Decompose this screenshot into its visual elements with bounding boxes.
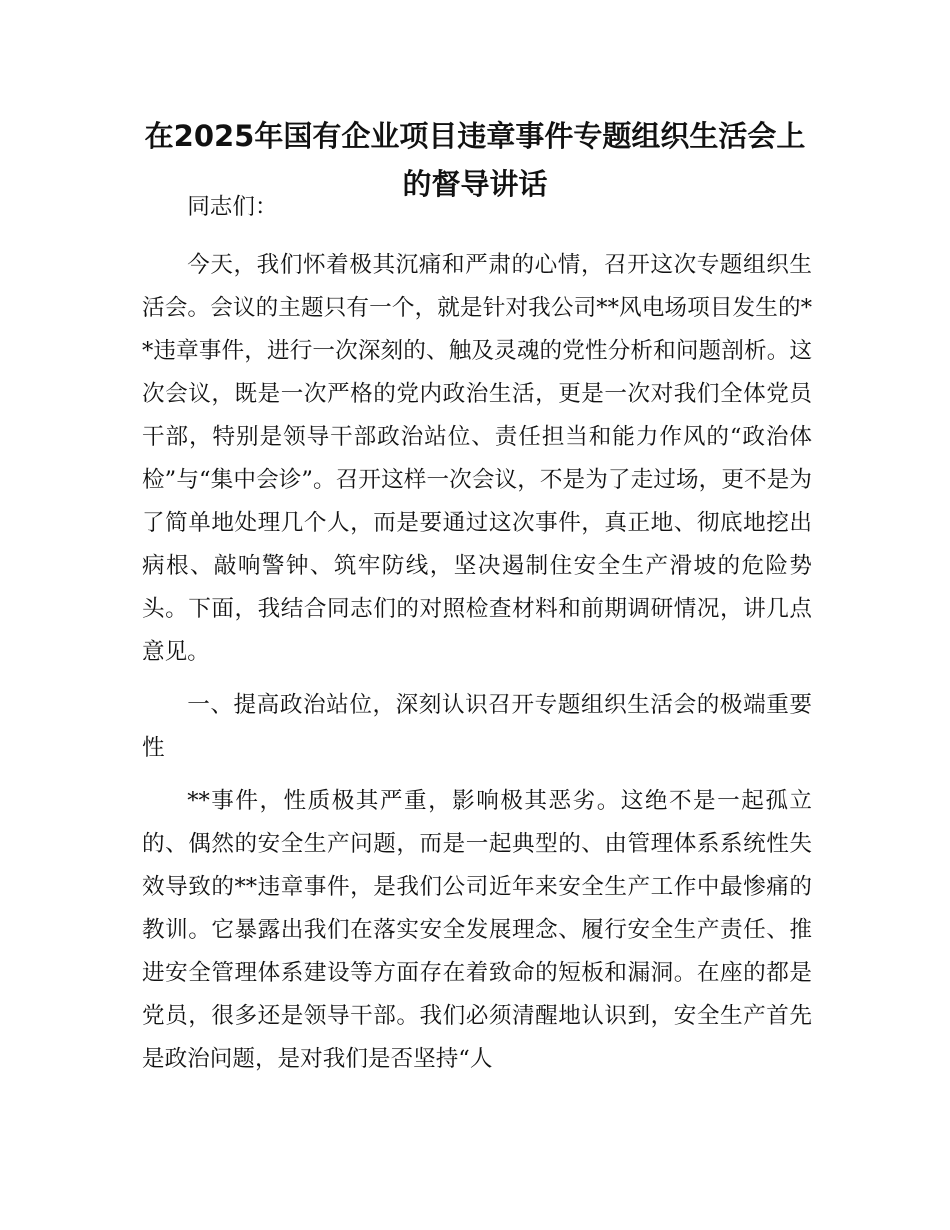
paragraph-section-1: **事件，性质极其严重，影响极其恶劣。这绝不是一起孤立的、偶然的安全生产问题，而是一起典型的、由管理体系系统性失效导致的**违章事件，是我们公司近年来安全生产工作中最惨痛的教训。它暴露出我们在落实安全发展理念、履行安全生产责任、推进安全管理体系建设等方面存在着致命的短板和漏洞。在座的都是党员，很多还是领导干部。我们必须清醒地认识到，安全生产首先是政治问题，是对我们是否坚持“人 <box>142 788 812 1072</box>
paragraph-opening: 今天，我们怀着极其沉痛和严肃的心情，召开这次专题组织生活会。会议的主题只有一个，就是针对我公司**风电场项目发生的**违章事件，进行一次深刻的、触及灵魂的党性分析和问题剖析。这次会议，既是一次严格的党内政治生活，更是一次对我们全体党员干部，特别是领导干部政治站位、责任担当和能力作风的“政治体检”与“集中会诊”。召开这样一次会议，不是为了走过场，更不是为了简单地处理几个人，而是要通过这次事件，真正地、彻底地挖出病根、敲响警钟、筑牢防线，坚决遏制住安全生产滑坡的危险势头。下面，我结合同志们的对照检查材料和前期调研情况，讲几点意见。 <box>142 252 812 665</box>
section-heading-1: 一、提高政治站位，深刻认识召开专题组织生活会的极端重要性 <box>142 692 812 761</box>
document-body <box>142 186 812 1091</box>
salutation: 同志们： <box>187 194 278 220</box>
document-title: 在2025年国有企业项目违章事件专题组织生活会上的督导讲话 <box>144 119 806 201</box>
